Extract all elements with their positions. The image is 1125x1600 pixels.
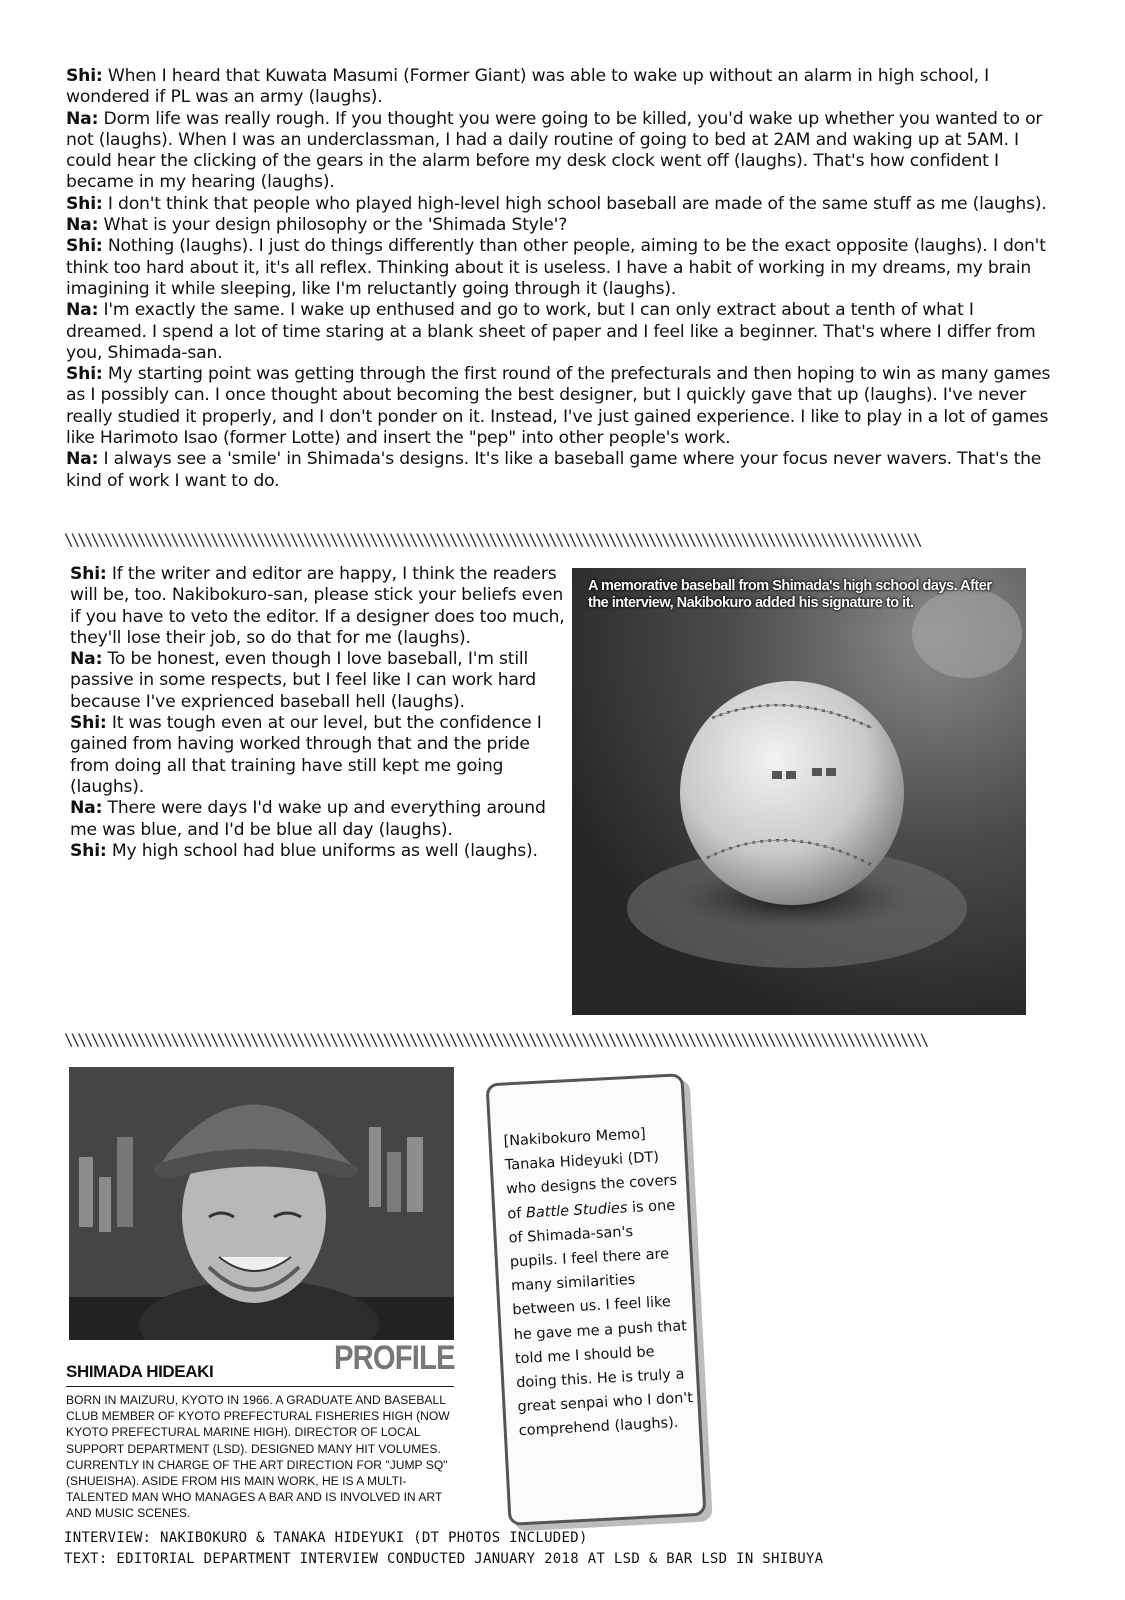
person-illustration — [69, 1067, 454, 1340]
text-credit: TEXT: EDITORIAL DEPARTMENT INTERVIEW CONDUCTED JANUARY 2018 AT LSD & BAR LSD IN SHIBUYA — [64, 1551, 824, 1567]
speaker-label: Shi: — [66, 193, 103, 214]
dialogue-text: To be honest, even though I love baseball, I'm still passive in some respects, but I feel like I can work hard because I've exprienced baseball hell (laughs). — [70, 649, 537, 712]
baseball-illustration — [572, 568, 1026, 1015]
dialogue-line — [70, 798, 570, 841]
dialogue-line — [66, 449, 1051, 492]
speaker-label: Shi: — [66, 364, 103, 385]
dialogue-text: If the writer and editor are happy, I think the readers will be, too. Nakibokuro-san, please stick your beliefs even if you have to veto the editor. If a designer does too much, they'll lose their job, so do that for me (laughs). — [70, 564, 565, 648]
speaker-label: Na: — [66, 449, 99, 470]
memo-card — [486, 1073, 707, 1526]
baseball-photo — [572, 568, 1026, 1015]
speaker-label: Shi: — [70, 713, 107, 734]
interview-credit: INTERVIEW: NAKIBOKURO & TANAKA HIDEYUKI (DT PHOTOS INCLUDED) — [64, 1530, 588, 1546]
dialogue-line — [66, 364, 1051, 449]
speaker-label: Na: — [70, 649, 103, 670]
dialogue-text: I always see a 'smile' in Shimada's designs. It's like a baseball game where your focus never wavers. That's the kind of work I want to do. — [66, 449, 1042, 491]
speaker-label: Shi: — [70, 564, 107, 584]
dialogue-text: I'm exactly the same. I wake up enthused and go to work, but I can only extract about a tenth of what I dreamed. I spend a lot of time staring at a blank sheet of paper and I feel like a beginner. That's where I differ from you, Shimada-san. — [66, 300, 1036, 363]
dialogue-line — [66, 236, 1051, 300]
profile-bio: BORN IN MAIZURU, KYOTO IN 1966. A GRADUATE AND BASEBALL CLUB MEMBER OF KYOTO PREFECTURAL FISHERIES HIGH (NOW KYOTO PREFECTURAL MARINE HIGH). DIRECTOR OF LOCAL SUPPORT DEPARTMENT (LSD). DESIGNED MANY HIT VOLUMES. CURRENTLY IN CHARGE OF THE ART DIRECTION FOR "JUMP SQ" (SHUEISHA). ASIDE FROM HIS MAIN WORK, HE IS A MULTI-TALENTED MAN WHO MANAGES A BAR AND IS INVOLVED IN ART AND MUSIC SCENES. — [66, 1393, 450, 1521]
speaker-label: Shi: — [66, 236, 103, 257]
dialogue-line — [70, 841, 570, 862]
dialogue-line — [66, 194, 1051, 215]
speaker-label: Shi: — [70, 840, 107, 861]
speaker-label: Na: — [66, 215, 99, 236]
interview-top-section — [66, 66, 1051, 492]
dialogue-line — [66, 215, 1051, 236]
dialogue-text: I don't think that people who played high-level high school baseball are made of the same stuff as me (laughs). — [102, 193, 1047, 214]
dialogue-text: When I heard that Kuwata Masumi (Former Giant) was able to wake up without an alarm in high school, I wondered if PL was an army (laughs). — [66, 66, 990, 108]
profile-heading: PROFILE — [334, 1339, 455, 1377]
dialogue-text: There were days I'd wake up and everything around me was blue, and I'd be blue all day (laughs). — [70, 798, 546, 840]
dialogue-text: Nothing (laughs). I just do things differently than other people, aiming to be the exact opposite (laughs). I don't think too hard about it, it's all reflex. Thinking about it is useless. I have a habit of working in my dreams, my brain imagining it while sleeping, like I'm reluctantly going through it (laughs). — [66, 236, 1046, 299]
interview-middle-section — [70, 564, 570, 862]
speaker-label: Na: — [70, 798, 103, 819]
profile-divider — [66, 1386, 454, 1387]
dialogue-line — [66, 300, 1051, 364]
profile-photo — [69, 1067, 454, 1340]
photo-caption: A memorative baseball from Shimada's high school days. After the interview, Nakibokuro added his signature to it. — [588, 578, 992, 611]
memo-text-part: is one of Shimada-san's pupils. I feel there are many similarities between us. I feel like he gave me a push that told me I should be doing this. He is truly a great senpai who I don't comprehend (laughs). — [508, 1197, 694, 1440]
dialogue-text: It was tough even at our level, but the confidence I gained from having worked through that and the pride from doing all that training have still kept me going (laughs). — [70, 713, 542, 797]
dialogue-line — [70, 649, 570, 713]
divider-ornament: \\\\\\\\\\\\\\\\\\\\\\\\\\\\\\\\\\\\\\\\\\\\\\\\\\\\\\\\\\\\\\\\\\\\\\\\\\\\\\\\\\\\\\\\\\\\\\\\\\\\\\\\\\\\\\\\\\\\\\\\\\\\\\\\\\ — [64, 1033, 927, 1047]
dialogue-line — [66, 66, 1051, 109]
speaker-label: Na: — [66, 300, 99, 321]
dialogue-line — [66, 109, 1051, 194]
dialogue-text: My high school had blue uniforms as well (laughs). — [106, 840, 538, 861]
memo-text-part: [Nakibokuro Memo] Tanaka Hideyuki (DT) who designs the covers of — [503, 1126, 678, 1223]
dialogue-line — [70, 713, 570, 798]
profile-name: SHIMADA HIDEAKI — [66, 1362, 214, 1381]
speaker-label: Na: — [66, 108, 99, 129]
divider-ornament: \\\\\\\\\\\\\\\\\\\\\\\\\\\\\\\\\\\\\\\\\\\\\\\\\\\\\\\\\\\\\\\\\\\\\\\\\\\\\\\\\\\\\\\\\\\\\\\\\\\\\\\\\\\\\\\\\\\\\\\\\\\\\\\\\ — [64, 533, 920, 547]
dialogue-text: Dorm life was really rough. If you thought you were going to be killed, you'd wake up whether you wanted to or not (laughs). When I was an underclassman, I had a daily routine of going to bed at 2AM and waking up at 5AM. I could hear the clicking of the gears in the alarm before my desk clock went off (laughs). That's how confident I became in my hearing (laughs). — [66, 108, 1043, 193]
dialogue-line — [70, 564, 570, 649]
speaker-label: Shi: — [66, 66, 103, 86]
dialogue-text: My starting point was getting through the first round of the prefecturals and then hoping to win as many games as I possibly can. I once thought about becoming the best designer, but I quickly gave that up (laughs). I've never really studied it properly, and I don't ponder on it. Instead, I've just gained experience. I like to play in a lot of games like Harimoto Isao (former Lotte) and insert the "pep" into other people's work. — [66, 364, 1051, 449]
dialogue-text: What is your design philosophy or the 'Shimada Style'? — [98, 215, 568, 236]
memo-book-title: Battle Studies — [525, 1199, 628, 1222]
memo-text — [503, 1120, 695, 1443]
